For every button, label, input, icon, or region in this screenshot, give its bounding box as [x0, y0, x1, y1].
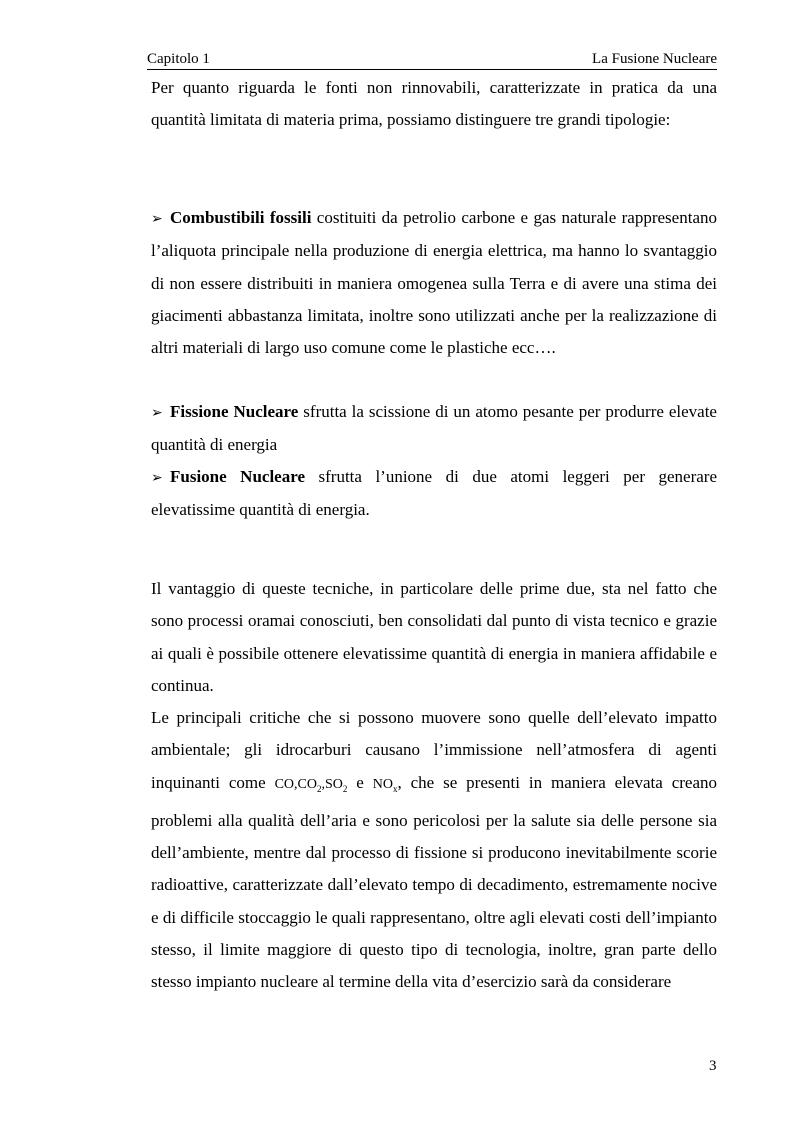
para-text: Le principali critiche che si possono muovere sono quelle dell’elevato impatto ambientale; gli idrocarburi causano l’immissione nell’atmosfera di agenti inquinanti come [151, 708, 717, 792]
bullet-term: Fissione Nucleare [170, 402, 299, 421]
header-section: La Fusione Nucleare [592, 51, 717, 67]
list-item [151, 461, 717, 527]
bullet-text: costituiti da petrolio carbone e gas naturale rappresentano l’aliquota principale nella produzione di energia elettrica, ma hanno lo svantaggio di non essere distribuiti in maniera omogenea sulla Terra e di avere una stima dei giacimenti abbastanza limitata, inoltre sono utilizzati anche per la realizzazione di altri materiali di largo uso comune come le plastiche ecc…. [151, 208, 717, 358]
formula-co2: $CO_2$ [297, 776, 322, 794]
page-number: 3 [709, 1058, 717, 1074]
formula-so2: $SO_2$ [324, 776, 348, 794]
list-item [151, 202, 717, 364]
advantages-paragraph: Il vantaggio di queste tecniche, in particolare delle prime due, sta nel fatto che sono processi oramai conosciuti, ben consolidati dal punto di vista tecnico e grazie ai quali è possibile ottenere elevatissime quantità di energia in maniera affidabile e continua. [151, 579, 717, 695]
bullet-term: Fusione Nucleare [170, 467, 306, 486]
bullet-text: sfrutta l’unione di due atomi leggeri per generare elevatissime quantità di energia. [151, 467, 717, 520]
para-text: e [347, 772, 373, 792]
bullet-term: Combustibili fossili [170, 208, 312, 227]
list-item [151, 396, 717, 462]
arrow-bullet-icon: ➢ [151, 470, 163, 486]
formula-co: CO [274, 776, 295, 792]
arrow-bullet-icon: ➢ [151, 211, 163, 227]
intro-paragraph: Per quanto riguarda le fonti non rinnovabili, caratterizzate in pratica da una quantità limitata di materia prima, possiamo distinguere tre grandi tipologie: [151, 78, 717, 130]
formula-separator: , [294, 776, 298, 792]
arrow-bullet-icon: ➢ [151, 405, 163, 421]
formula-separator: , [321, 776, 325, 792]
formula-nox: $NO_x$ [372, 776, 398, 794]
header-chapter: Capitolo 1 [147, 51, 210, 67]
bullet-text: sfrutta la scissione di un atomo pesante per produrre elevate quantità di energia [151, 402, 717, 455]
para-text: , che se presenti in maniera elevata creano problemi alla qualità dell’aria e sono pericolosi per la salute sia delle persone sia dell’ambiente, mentre dal processo di fissione si producono inevitabilmente scorie radioattive, caratterizzate dall’elevato tempo di decadimento, estremamente nocive e di difficile stoccaggio le quali rappresentano, oltre agli elevati costi dell’impianto stesso, il limite maggiore di questo tipo di tecnologia, inoltre, gran parte dello stesso impianto nucleare al termine della vita d’esercizio sarà da considerare [151, 772, 717, 992]
running-header [147, 50, 717, 70]
criticism-paragraph [151, 702, 717, 998]
